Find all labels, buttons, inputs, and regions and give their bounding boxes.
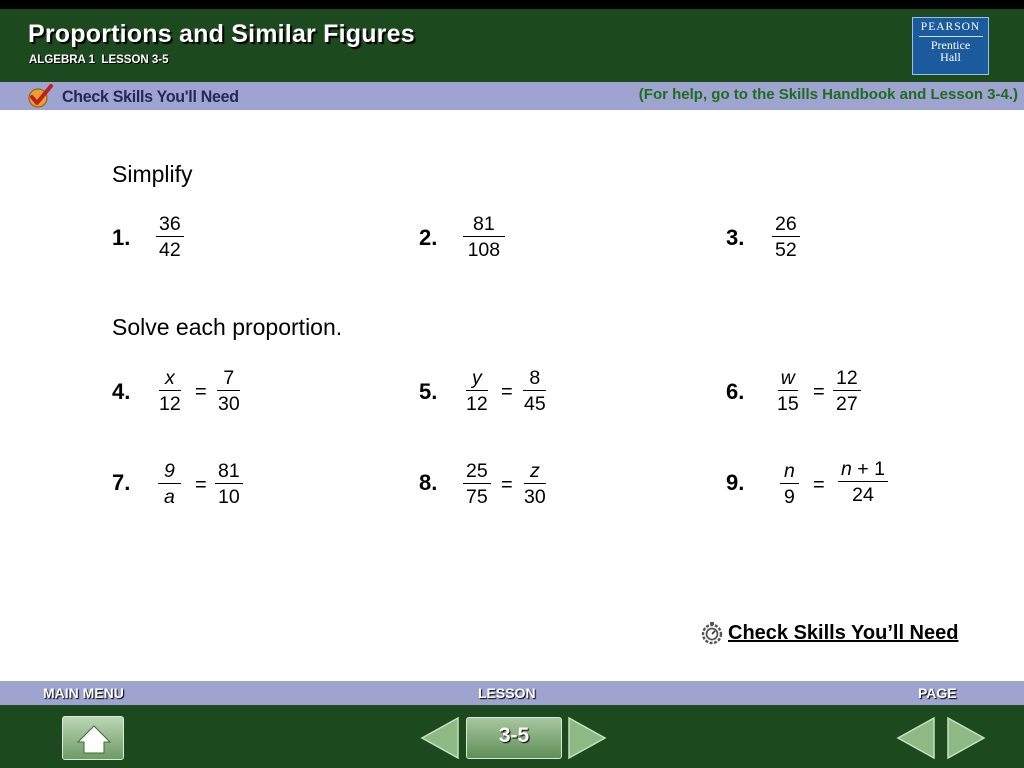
- right-fraction: [521, 459, 549, 510]
- denominator: 45: [524, 393, 546, 415]
- denominator: 52: [775, 239, 797, 261]
- numerator: y: [466, 366, 488, 391]
- denominator: 30: [524, 486, 546, 508]
- denominator: a: [164, 486, 175, 508]
- stopwatch-icon: [700, 620, 724, 646]
- numerator: w: [778, 366, 798, 391]
- numerator: 12: [833, 366, 861, 391]
- lesson-number-button[interactable]: [466, 717, 562, 759]
- help-reference: (For help, go to the Skills Handbook and Lesson 3-4.): [638, 86, 1018, 103]
- numerator: n: [780, 459, 799, 484]
- checkmark-icon: [26, 84, 54, 108]
- numerator: 81: [463, 212, 505, 237]
- page-prev-icon[interactable]: [896, 716, 936, 760]
- denominator: 75: [466, 486, 488, 508]
- lesson-number: 3-5: [498, 724, 530, 747]
- denominator: 30: [218, 393, 240, 415]
- left-fraction: [463, 366, 491, 417]
- denominator: 9: [784, 486, 795, 508]
- right-fraction: [833, 366, 861, 417]
- denominator: 24: [852, 484, 874, 506]
- problem-number: 7.: [112, 470, 131, 495]
- check-skills-title: Check Skills You'll Need: [62, 87, 239, 106]
- problem-8: [419, 459, 569, 519]
- left-fraction: [156, 366, 184, 417]
- solve-proportion-heading: Solve each proportion.: [112, 314, 343, 340]
- left-fraction: [780, 459, 799, 510]
- arrow-left-icon[interactable]: [420, 716, 460, 760]
- check-skills-link[interactable]: [700, 620, 958, 646]
- fraction: [463, 212, 505, 263]
- right-fraction: [215, 366, 243, 417]
- right-fraction: [838, 457, 888, 508]
- left-fraction: [463, 459, 491, 510]
- arrow-right-icon[interactable]: [567, 716, 607, 760]
- denominator: 27: [836, 393, 858, 415]
- numerator: 7: [217, 366, 240, 391]
- fraction: [156, 212, 184, 263]
- equals-sign: =: [501, 474, 513, 496]
- home-icon: [63, 717, 125, 761]
- denominator: 12: [159, 393, 181, 415]
- numerator: [838, 457, 888, 482]
- page-title: Proportions and Similar Figures: [28, 20, 415, 48]
- problem-6: [726, 366, 876, 426]
- equals-sign: =: [195, 381, 207, 403]
- problem-4: [112, 366, 262, 426]
- denominator: 108: [467, 239, 501, 261]
- numerator: 25: [463, 459, 491, 484]
- numerator: 81: [215, 459, 243, 484]
- left-fraction: [158, 459, 181, 510]
- problem-3: [726, 212, 846, 272]
- denominator: 10: [218, 486, 240, 508]
- problem-number: 8.: [419, 470, 438, 495]
- lesson-label: LESSON: [478, 685, 536, 701]
- right-fraction: [521, 366, 549, 417]
- main-menu-button[interactable]: [62, 716, 124, 760]
- numerator: 9: [158, 459, 181, 484]
- problem-number: 9.: [726, 470, 745, 495]
- problem-number: 6.: [726, 379, 745, 404]
- simplify-heading: Simplify: [112, 161, 193, 187]
- logo-line-1: Prentice: [930, 38, 971, 52]
- problem-2: [419, 212, 539, 272]
- equals-sign: =: [813, 474, 825, 496]
- logo-divider: [919, 36, 983, 37]
- numerator: 26: [772, 212, 800, 237]
- problem-number: 1.: [112, 225, 131, 250]
- equals-sign: =: [813, 381, 825, 403]
- problem-9: [726, 457, 906, 517]
- denominator: 42: [159, 239, 181, 261]
- equals-sign: =: [195, 474, 207, 496]
- numerator-rest: + 1: [851, 458, 885, 480]
- problem-5: [419, 366, 569, 426]
- right-fraction: [215, 459, 243, 510]
- check-skills-bar: [0, 82, 1024, 110]
- footer-label-bar: [0, 681, 1024, 705]
- denominator: 12: [466, 393, 488, 415]
- page-next-icon[interactable]: [946, 716, 986, 760]
- problem-number: 5.: [419, 379, 438, 404]
- publisher-logo: [912, 17, 989, 75]
- left-fraction: [774, 366, 802, 417]
- numerator: 8: [523, 366, 546, 391]
- logo-brand: PEARSON: [920, 21, 981, 33]
- problem-number: 4.: [112, 379, 131, 404]
- check-skills-link-label[interactable]: Check Skills You’ll Need: [728, 621, 959, 644]
- main-menu-label: MAIN MENU: [43, 685, 124, 701]
- header-bar: [0, 9, 1024, 82]
- fraction: [772, 212, 800, 263]
- top-black-strip: [0, 0, 1024, 9]
- problem-7: [112, 459, 262, 519]
- numerator: x: [159, 366, 181, 391]
- problem-1: [112, 212, 232, 272]
- problem-number: 3.: [726, 225, 745, 250]
- numerator-variable: n: [841, 458, 852, 480]
- logo-line-2: Hall: [940, 50, 961, 64]
- equals-sign: =: [501, 381, 513, 403]
- problem-number: 2.: [419, 225, 438, 250]
- numerator: 36: [156, 212, 184, 237]
- lesson-subtitle: ALGEBRA 1 LESSON 3-5: [29, 54, 169, 66]
- page-label: PAGE: [918, 685, 957, 701]
- denominator: 15: [777, 393, 799, 415]
- footer-nav-bar: [0, 705, 1024, 768]
- numerator: z: [524, 459, 546, 484]
